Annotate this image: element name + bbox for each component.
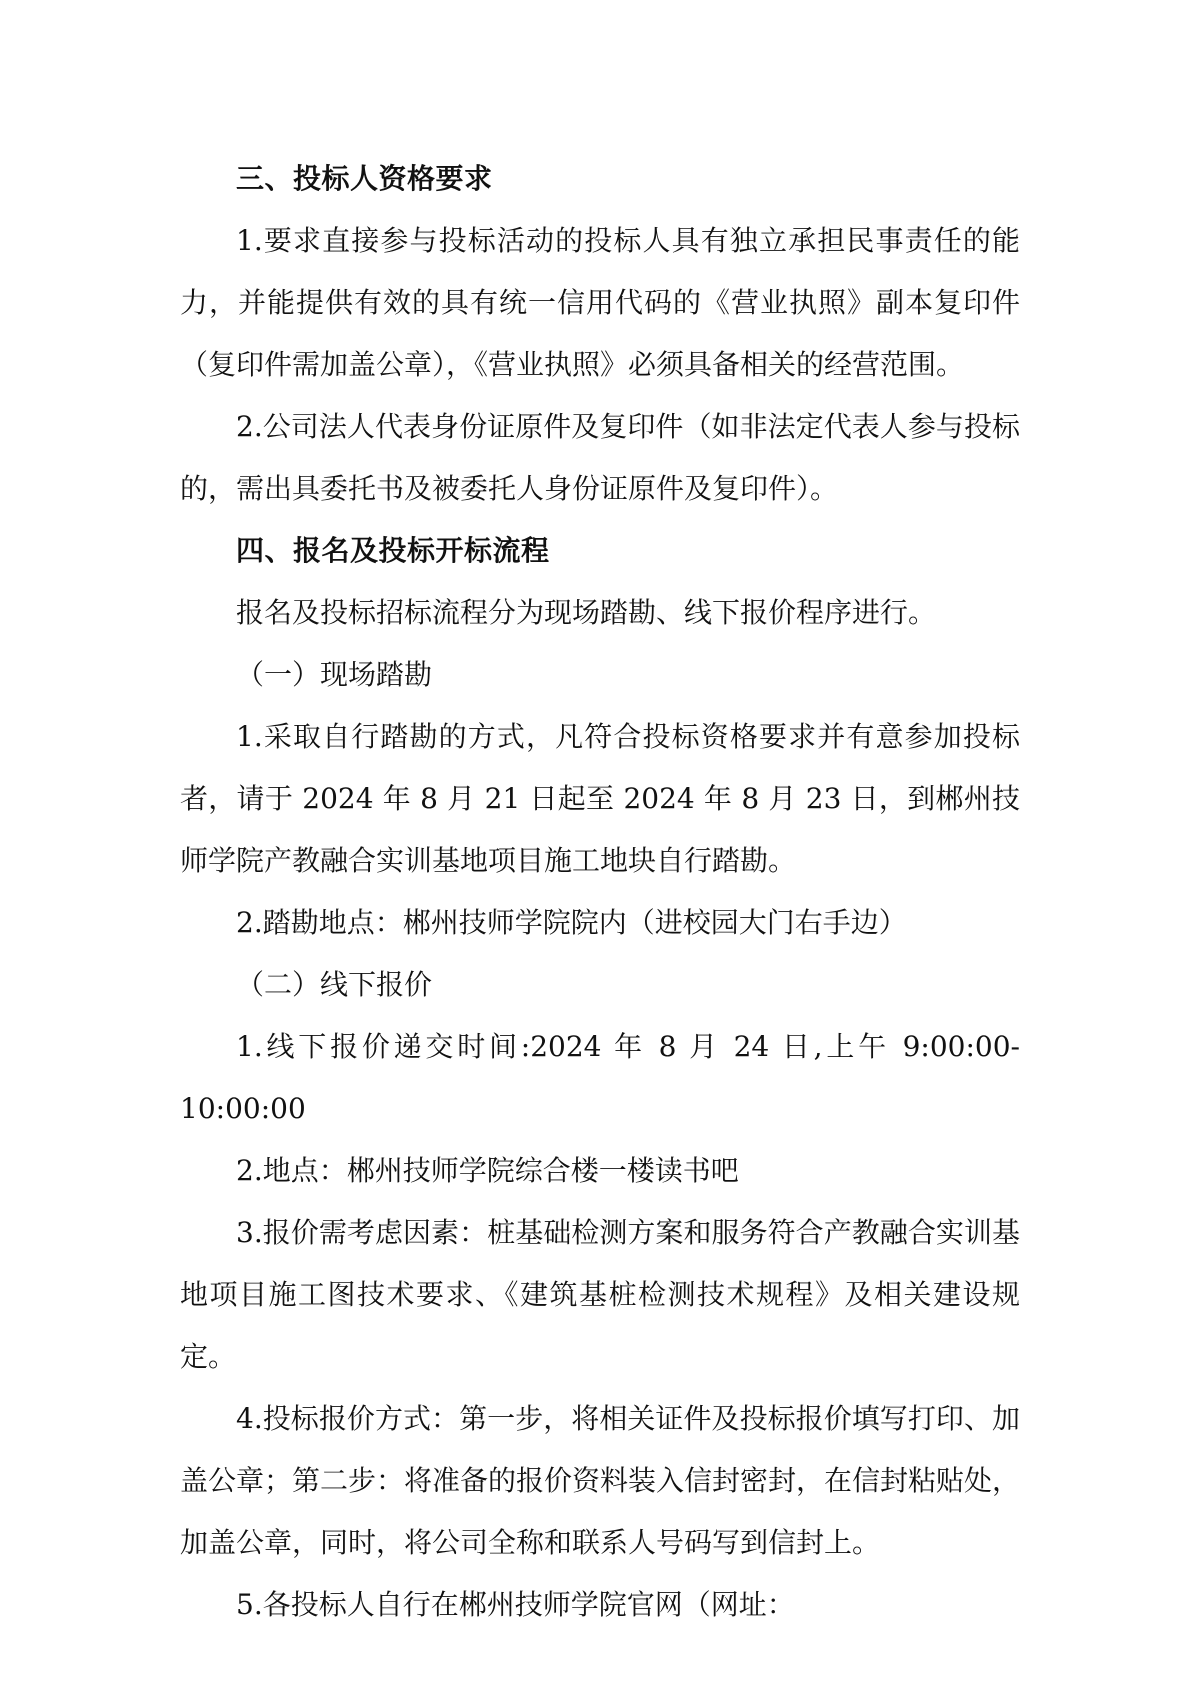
paragraph-site-survey-method: 1.采取自行踏勘的方式，凡符合投标资格要求并有意参加投标者，请于 2024 年 8 月 21 日起至 2024 年 8 月 23 日，到郴州技师学院产教融合实训基地项目施工地块自行踏勘。 bbox=[180, 720, 1020, 877]
subheading-offline-quotation: （二）线下报价 bbox=[236, 968, 433, 1001]
section-heading-qualifications: 三、投标人资格要求 bbox=[236, 162, 493, 195]
section-heading-bidding-process: 四、报名及投标开标流程 bbox=[236, 534, 550, 567]
paragraph-official-website: 5.各投标人自行在郴州技师学院官网（网址： bbox=[236, 1588, 795, 1621]
paragraph-site-survey-location: 2.踏勘地点：郴州技师学院院内（进校园大门右手边） bbox=[236, 906, 907, 939]
paragraph-quotation-factors: 3.报价需考虑因素：桩基础检测方案和服务符合产教融合实训基地项目施工图技术要求、《建筑基桩检测技术规程》及相关建设规定。 bbox=[180, 1216, 1020, 1373]
paragraph-quotation-method: 4.投标报价方式：第一步，将相关证件及投标报价填写打印、加盖公章；第二步：将准备的报价资料装入信封密封，在信封粘贴处，加盖公章，同时，将公司全称和联系人号码写到信封上。 bbox=[180, 1402, 1021, 1559]
paragraph-business-license: 1.要求直接参与投标活动的投标人具有独立承担民事责任的能力，并能提供有效的具有统一信用代码的《营业执照》副本复印件（复印件需加盖公章），《营业执照》必须具备相关的经营范围。 bbox=[180, 224, 1020, 381]
paragraph-process-overview: 报名及投标招标流程分为现场踏勘、线下报价程序进行。 bbox=[236, 596, 937, 629]
paragraph-legal-representative: 2.公司法人代表身份证原件及复印件（如非法定代表人参与投标的，需出具委托书及被委托人身份证原件及复印件）。 bbox=[180, 410, 1020, 505]
paragraph-quotation-time: 1.线下报价递交时间:2024 年 8 月 24 日,上午 9:00:00-10:00:00 bbox=[180, 1030, 1020, 1125]
paragraph-quotation-location: 2.地点：郴州技师学院综合楼一楼读书吧 bbox=[236, 1154, 739, 1187]
document-body bbox=[180, 148, 1020, 1636]
subheading-site-survey: （一）现场踏勘 bbox=[236, 658, 433, 691]
